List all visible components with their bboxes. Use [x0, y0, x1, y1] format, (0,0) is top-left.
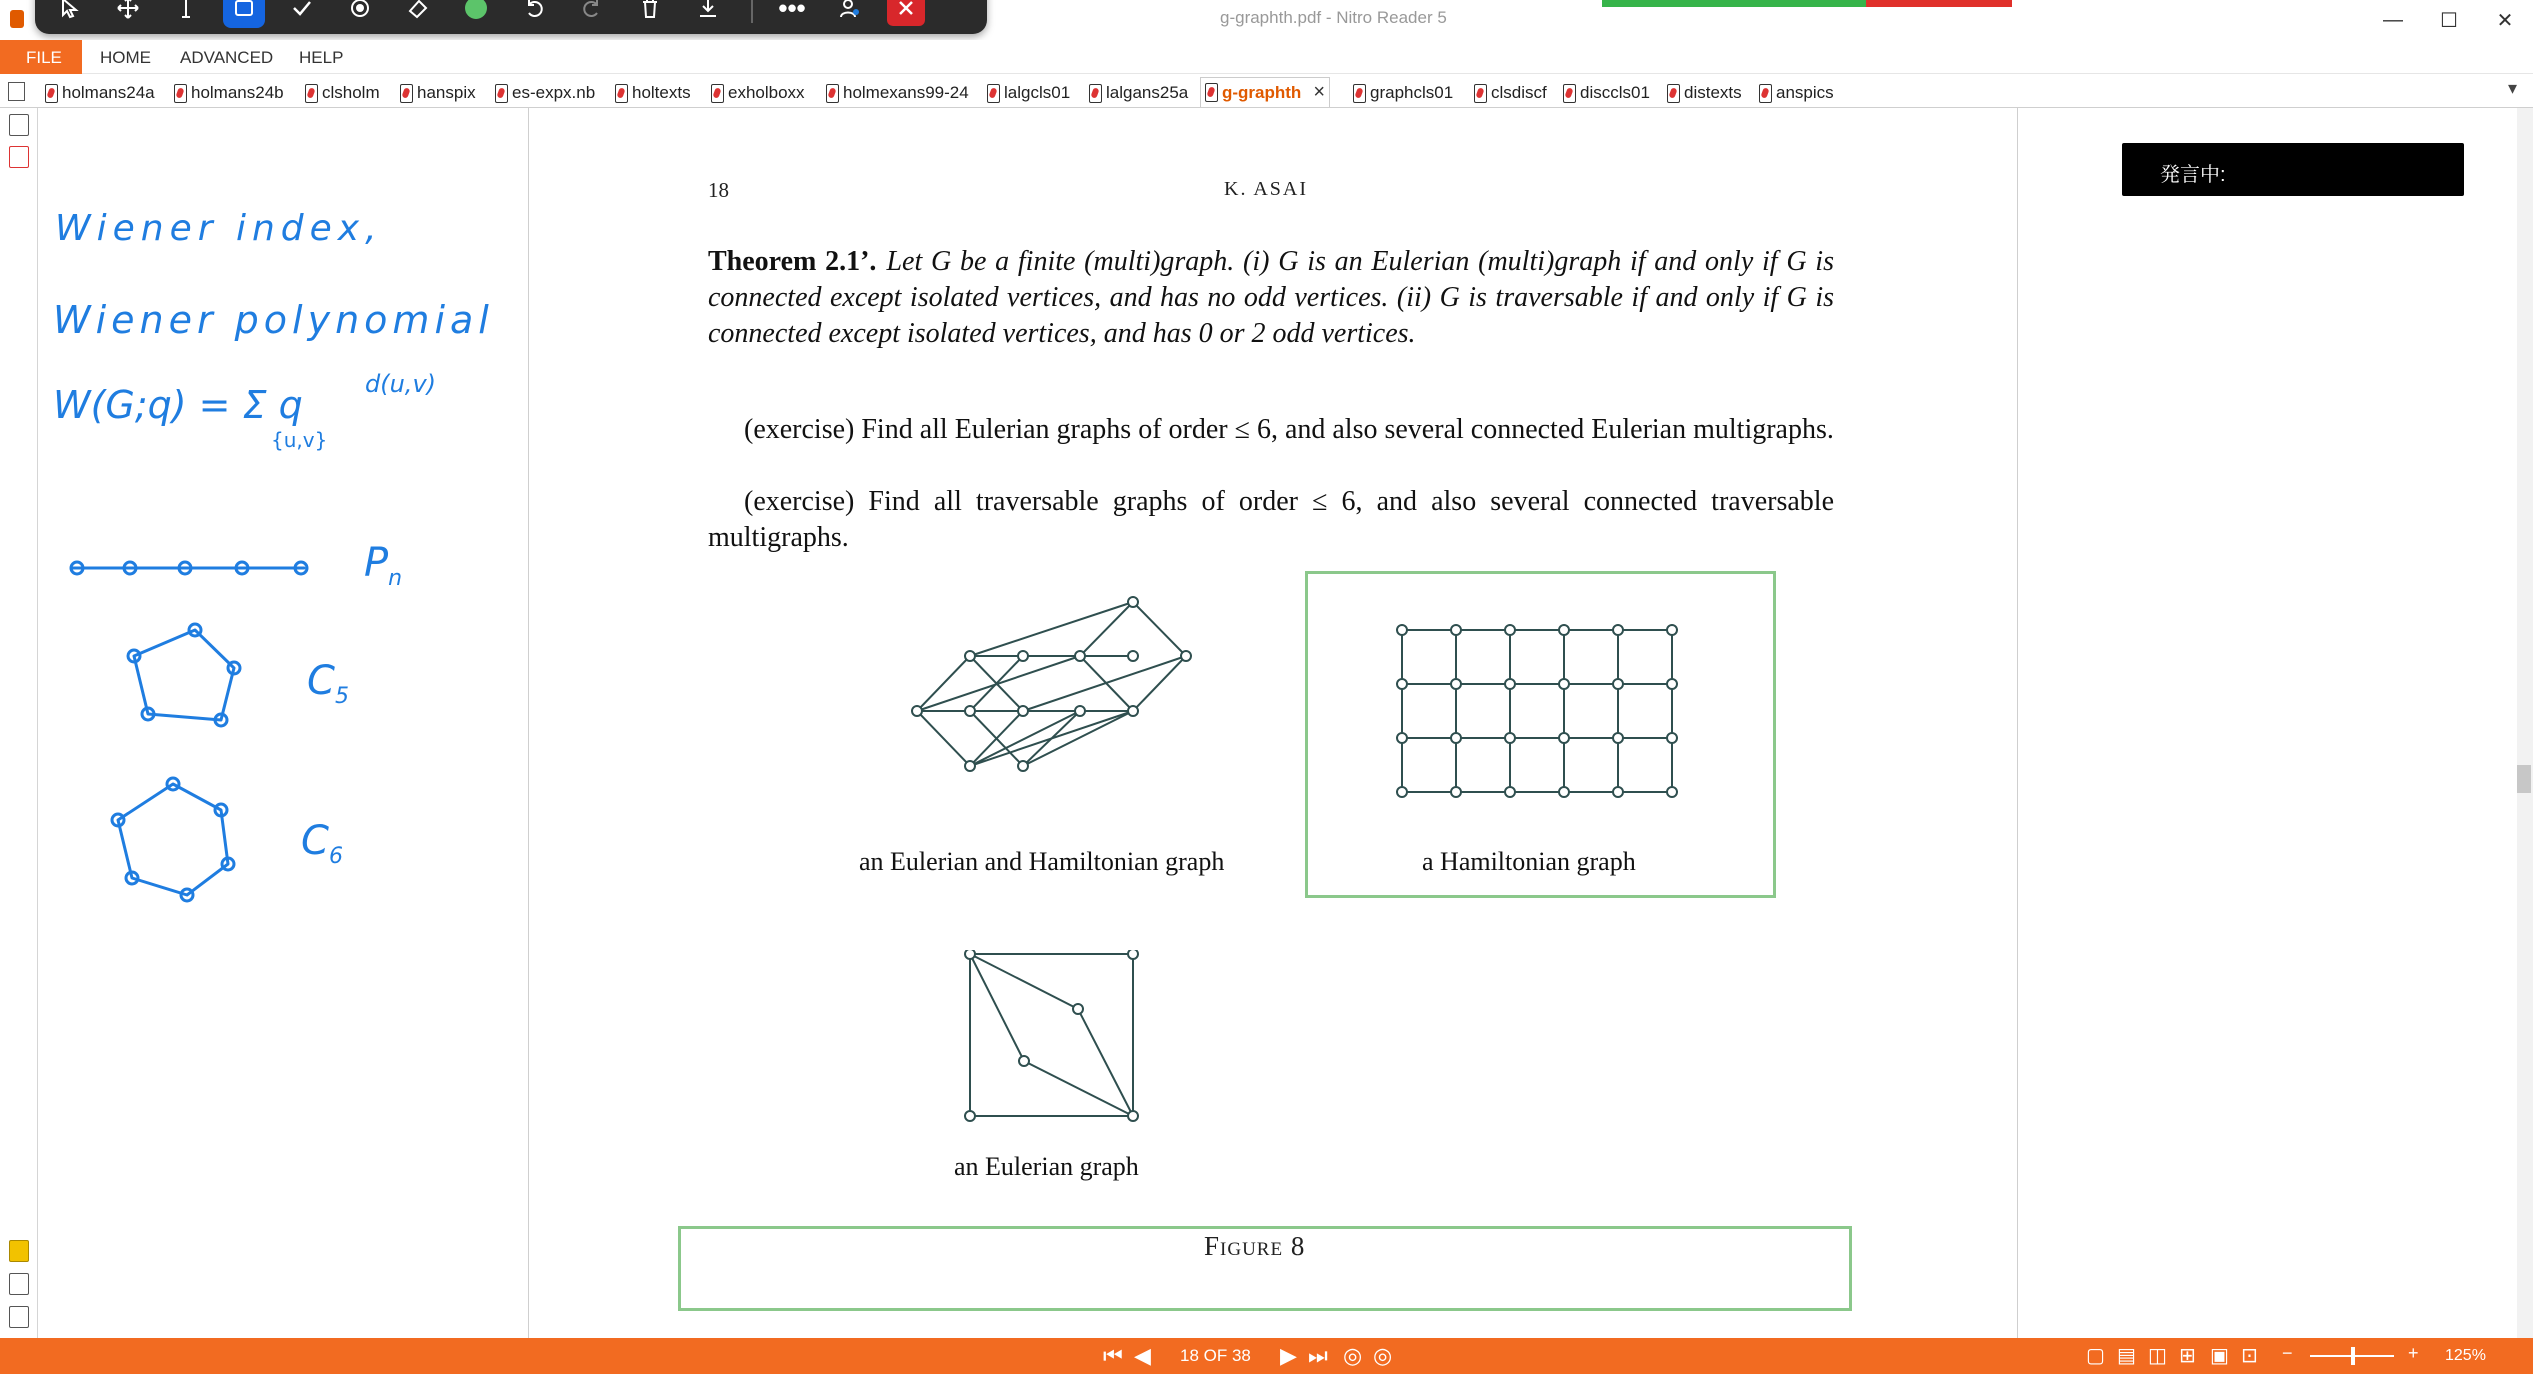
grid-vertex — [1613, 787, 1623, 797]
grid-vertex — [1559, 679, 1569, 689]
last-page-icon[interactable]: ⏭ — [1308, 1343, 1328, 1368]
fullscreen-icon[interactable]: ⊡ — [2241, 1345, 2258, 1367]
grid-vertex — [1667, 625, 1677, 635]
vertical-scrollbar[interactable] — [2517, 108, 2533, 1338]
grid-vertex — [1451, 679, 1461, 689]
menu-home[interactable]: HOME — [100, 48, 151, 67]
page-number: 18 — [708, 178, 729, 202]
graph-edges — [917, 602, 1186, 766]
tab-clsdiscf[interactable]: clsdiscf — [1474, 80, 1547, 106]
pdf-icon — [305, 84, 318, 103]
pages-panel-icon[interactable] — [9, 114, 29, 136]
tab-lalgans25a[interactable]: lalgans25a — [1089, 80, 1188, 106]
grid-vertex — [1505, 679, 1515, 689]
close-toolbar-icon[interactable] — [887, 0, 925, 26]
graph-vertex — [965, 1111, 975, 1121]
grid-vertex — [1451, 625, 1461, 635]
zoom-in-icon[interactable]: + — [2408, 1343, 2419, 1363]
minimize-button[interactable]: — — [2383, 8, 2403, 31]
window-title: g-graphth.pdf - Nitro Reader 5 — [1220, 8, 1447, 27]
tab-distexts[interactable]: distexts — [1667, 80, 1742, 106]
grid-vertex — [1667, 679, 1677, 689]
grid-vertex — [1613, 625, 1623, 635]
grid-edges — [1402, 630, 1672, 792]
first-page-icon[interactable]: ⏮ — [1103, 1343, 1123, 1368]
speech-status: 発言中: — [2122, 143, 2464, 196]
ink-toolbar — [35, 0, 987, 34]
note-label-c6: $C_6$ — [301, 818, 343, 869]
note-label-c5: $C_5$ — [307, 658, 349, 709]
rectangle-tool-icon[interactable] — [223, 0, 265, 28]
more-options-icon[interactable]: ••• — [778, 0, 806, 23]
grid-vertex — [1451, 787, 1461, 797]
exercise-2: (exercise) Find all traversable graphs of order ≤ 6, and also several connected traversable multigraphs. — [708, 486, 1834, 553]
graph-vertex — [1128, 706, 1138, 716]
graph-vertex — [1075, 651, 1085, 661]
previous-page-icon[interactable]: ◀ — [1134, 1343, 1151, 1368]
grid-vertex — [1397, 679, 1407, 689]
exercise-1: (exercise) Find all Eulerian graphs of order ≤ 6, and also several connected Eulerian multigraphs. — [744, 414, 1834, 445]
pdf-icon — [400, 84, 413, 103]
pdf-icon — [1759, 84, 1772, 103]
running-head: K. ASAI — [1224, 178, 1309, 200]
graph-vertex — [965, 706, 975, 716]
graph-vertex — [1073, 1004, 1083, 1014]
grid-vertex — [1505, 787, 1515, 797]
single-page-view-icon[interactable]: ▢ — [2086, 1345, 2105, 1367]
scroll-thumb[interactable] — [2517, 765, 2531, 793]
pdf-icon — [1667, 84, 1680, 103]
grid-vertex — [1451, 733, 1461, 743]
grid-vertex — [1505, 625, 1515, 635]
close-tab-icon[interactable]: × — [1313, 81, 1326, 103]
note-label-pn: $P_n$ — [364, 540, 403, 591]
presence-bar-green — [1602, 0, 1866, 7]
eulerian-hamiltonian-graph — [880, 580, 1320, 840]
menu-file[interactable]: FILE — [0, 40, 82, 74]
eraser-icon[interactable] — [397, 0, 439, 28]
pdf-icon — [1353, 84, 1366, 103]
graph-vertex — [965, 950, 975, 959]
grid-vertex — [1559, 625, 1569, 635]
zoom-slider-thumb[interactable] — [2351, 1347, 2355, 1365]
graph-vertex — [1128, 597, 1138, 607]
presence-bar-red — [1866, 0, 2012, 7]
graph-vertex — [912, 706, 922, 716]
graph-edges — [970, 954, 1133, 1116]
grid-vertex — [1397, 787, 1407, 797]
menu-advanced[interactable]: ADVANCED — [180, 48, 274, 67]
left-rail — [0, 108, 38, 1338]
facing-continuous-view-icon[interactable]: ⊞ — [2179, 1345, 2196, 1367]
toolbar-divider — [751, 0, 753, 23]
undo-icon[interactable] — [513, 0, 555, 28]
theorem-label: Theorem 2.1’. — [708, 246, 877, 277]
pdf-icon — [1205, 83, 1218, 102]
tab-holmans24a[interactable]: holmans24a — [45, 80, 155, 106]
graph-vertex — [1018, 706, 1028, 716]
tab-disccls01[interactable]: disccls01 — [1563, 80, 1650, 106]
graph-vertex — [1019, 1056, 1029, 1066]
figure-label: Figure 8 — [1204, 1231, 1306, 1261]
bookmarks-icon[interactable] — [9, 146, 29, 168]
graph-vertex — [1075, 706, 1085, 716]
lasso-tool-icon[interactable] — [339, 0, 381, 28]
hamiltonian-grid-graph — [1390, 620, 1680, 800]
comments-icon[interactable] — [9, 1240, 29, 1262]
tab-holmans24b[interactable]: holmans24b — [174, 80, 284, 106]
pdf-icon — [174, 84, 187, 103]
grid-vertex — [1559, 787, 1569, 797]
tab-overflow-icon[interactable]: ▾ — [2508, 78, 2518, 98]
continuous-view-icon[interactable]: ▤ — [2117, 1345, 2136, 1367]
pdf-icon — [711, 84, 724, 103]
maximize-button[interactable]: ☐ — [2440, 9, 2458, 32]
tab-holtexts[interactable]: holtexts — [615, 80, 691, 106]
split-view-icon[interactable]: ▣ — [2210, 1345, 2229, 1367]
note-wiener-polynomial: Wiener polynomial — [53, 298, 494, 342]
zoom-level[interactable]: 125% — [2445, 1347, 2486, 1364]
close-window-button[interactable]: ✕ — [2496, 9, 2514, 32]
caption-eulerian-hamiltonian: an Eulerian and Hamiltonian graph — [859, 847, 1225, 876]
cycle-c6-edges — [118, 784, 228, 895]
page-indicator[interactable]: 18 OF 38 — [1180, 1346, 1251, 1365]
caption-eulerian: an Eulerian graph — [954, 1152, 1139, 1181]
graph-vertex — [1128, 651, 1138, 661]
tab-holmexans99-24[interactable]: holmexans99-24 — [826, 80, 969, 106]
tab-lalgcls01[interactable]: lalgcls01 — [987, 80, 1070, 106]
grid-vertex — [1397, 733, 1407, 743]
pdf-icon — [45, 84, 58, 103]
ink-drawing — [39, 108, 529, 1338]
grid-vertex — [1667, 733, 1677, 743]
pdf-icon — [1089, 84, 1102, 103]
check-tool-icon[interactable] — [281, 0, 323, 28]
pdf-icon — [615, 84, 628, 103]
pdf-icon — [495, 84, 508, 103]
menu-bar — [0, 40, 2533, 74]
save-ink-icon[interactable] — [687, 0, 729, 28]
theorem-paragraph — [708, 244, 1834, 352]
grid-vertex — [1613, 733, 1623, 743]
status-bar — [0, 1338, 2533, 1374]
note-formula-subscript: {u,v} — [271, 428, 328, 452]
graph-vertex — [965, 651, 975, 661]
grid-vertex — [1397, 625, 1407, 635]
new-tab-icon[interactable] — [8, 82, 25, 101]
eulerian-graph — [960, 950, 1140, 1130]
graph-vertex — [1018, 651, 1028, 661]
grid-vertex — [1505, 733, 1515, 743]
delete-icon[interactable] — [629, 0, 671, 28]
zoom-out-icon[interactable]: − — [2282, 1343, 2293, 1363]
graph-vertex — [965, 761, 975, 771]
document-tab-bar — [0, 74, 2533, 108]
app-logo-icon — [10, 10, 24, 28]
tab-hanspix[interactable]: hanspix — [400, 80, 476, 106]
theorem-text: Let G be a finite (multi)graph. (i) G is an Eulerian (multi)graph if and only if G is connected except isolated vertices, and has no odd vertices. (ii) G is traversable if and only if G is connected except isolated vertices, and has 0 or 2 odd vertices. — [708, 246, 1834, 349]
menu-help[interactable]: HELP — [299, 48, 344, 67]
pdf-icon — [1563, 84, 1576, 103]
tab-es-expx[interactable]: es-expx.nb — [495, 80, 595, 106]
share-icon[interactable] — [829, 0, 871, 28]
graph-vertex — [1128, 950, 1138, 959]
facing-view-icon[interactable]: ◫ — [2148, 1345, 2167, 1367]
pdf-icon — [826, 84, 839, 103]
graph-vertex — [1181, 651, 1191, 661]
grid-vertex — [1667, 787, 1677, 797]
graph-edges — [970, 954, 1133, 1116]
graph-vertex — [1018, 761, 1028, 771]
right-panel — [2017, 108, 2517, 1338]
note-formula-exponent: d(u,v) — [365, 370, 437, 398]
grid-vertex — [1559, 733, 1569, 743]
cycle-c5-edges — [134, 630, 234, 720]
ink-notes-panel[interactable] — [39, 108, 529, 1338]
color-picker-icon[interactable] — [455, 0, 497, 28]
redo-icon[interactable] — [571, 0, 613, 28]
tab-g-graphth[interactable]: g-graphth × — [1200, 77, 1330, 107]
move-tool-icon[interactable] — [107, 0, 149, 28]
tab-anspics[interactable]: anspics — [1759, 80, 1834, 106]
go-back-icon[interactable]: ◎ — [1343, 1343, 1363, 1368]
pointer-tool-icon[interactable] — [49, 0, 91, 28]
grid-vertex — [1613, 679, 1623, 689]
layers-icon[interactable] — [9, 1306, 29, 1328]
tab-clsholm[interactable]: clsholm — [305, 80, 380, 106]
note-wiener-index: Wiener index, — [55, 208, 383, 249]
caption-hamiltonian: a Hamiltonian graph — [1422, 847, 1636, 876]
tab-exholboxx[interactable]: exholboxx — [711, 80, 805, 106]
pdf-icon — [987, 84, 1000, 103]
go-forward-icon[interactable]: ◎ — [1373, 1343, 1393, 1368]
pdf-icon — [1474, 84, 1487, 103]
text-cursor-icon[interactable] — [165, 0, 207, 28]
attachments-icon[interactable] — [9, 1273, 29, 1295]
note-formula: W(G;q) = Σ q — [53, 383, 303, 427]
next-page-icon[interactable]: ▶ — [1280, 1343, 1297, 1368]
graph-vertex — [1128, 1111, 1138, 1121]
tab-graphcls01[interactable]: graphcls01 — [1353, 80, 1453, 106]
